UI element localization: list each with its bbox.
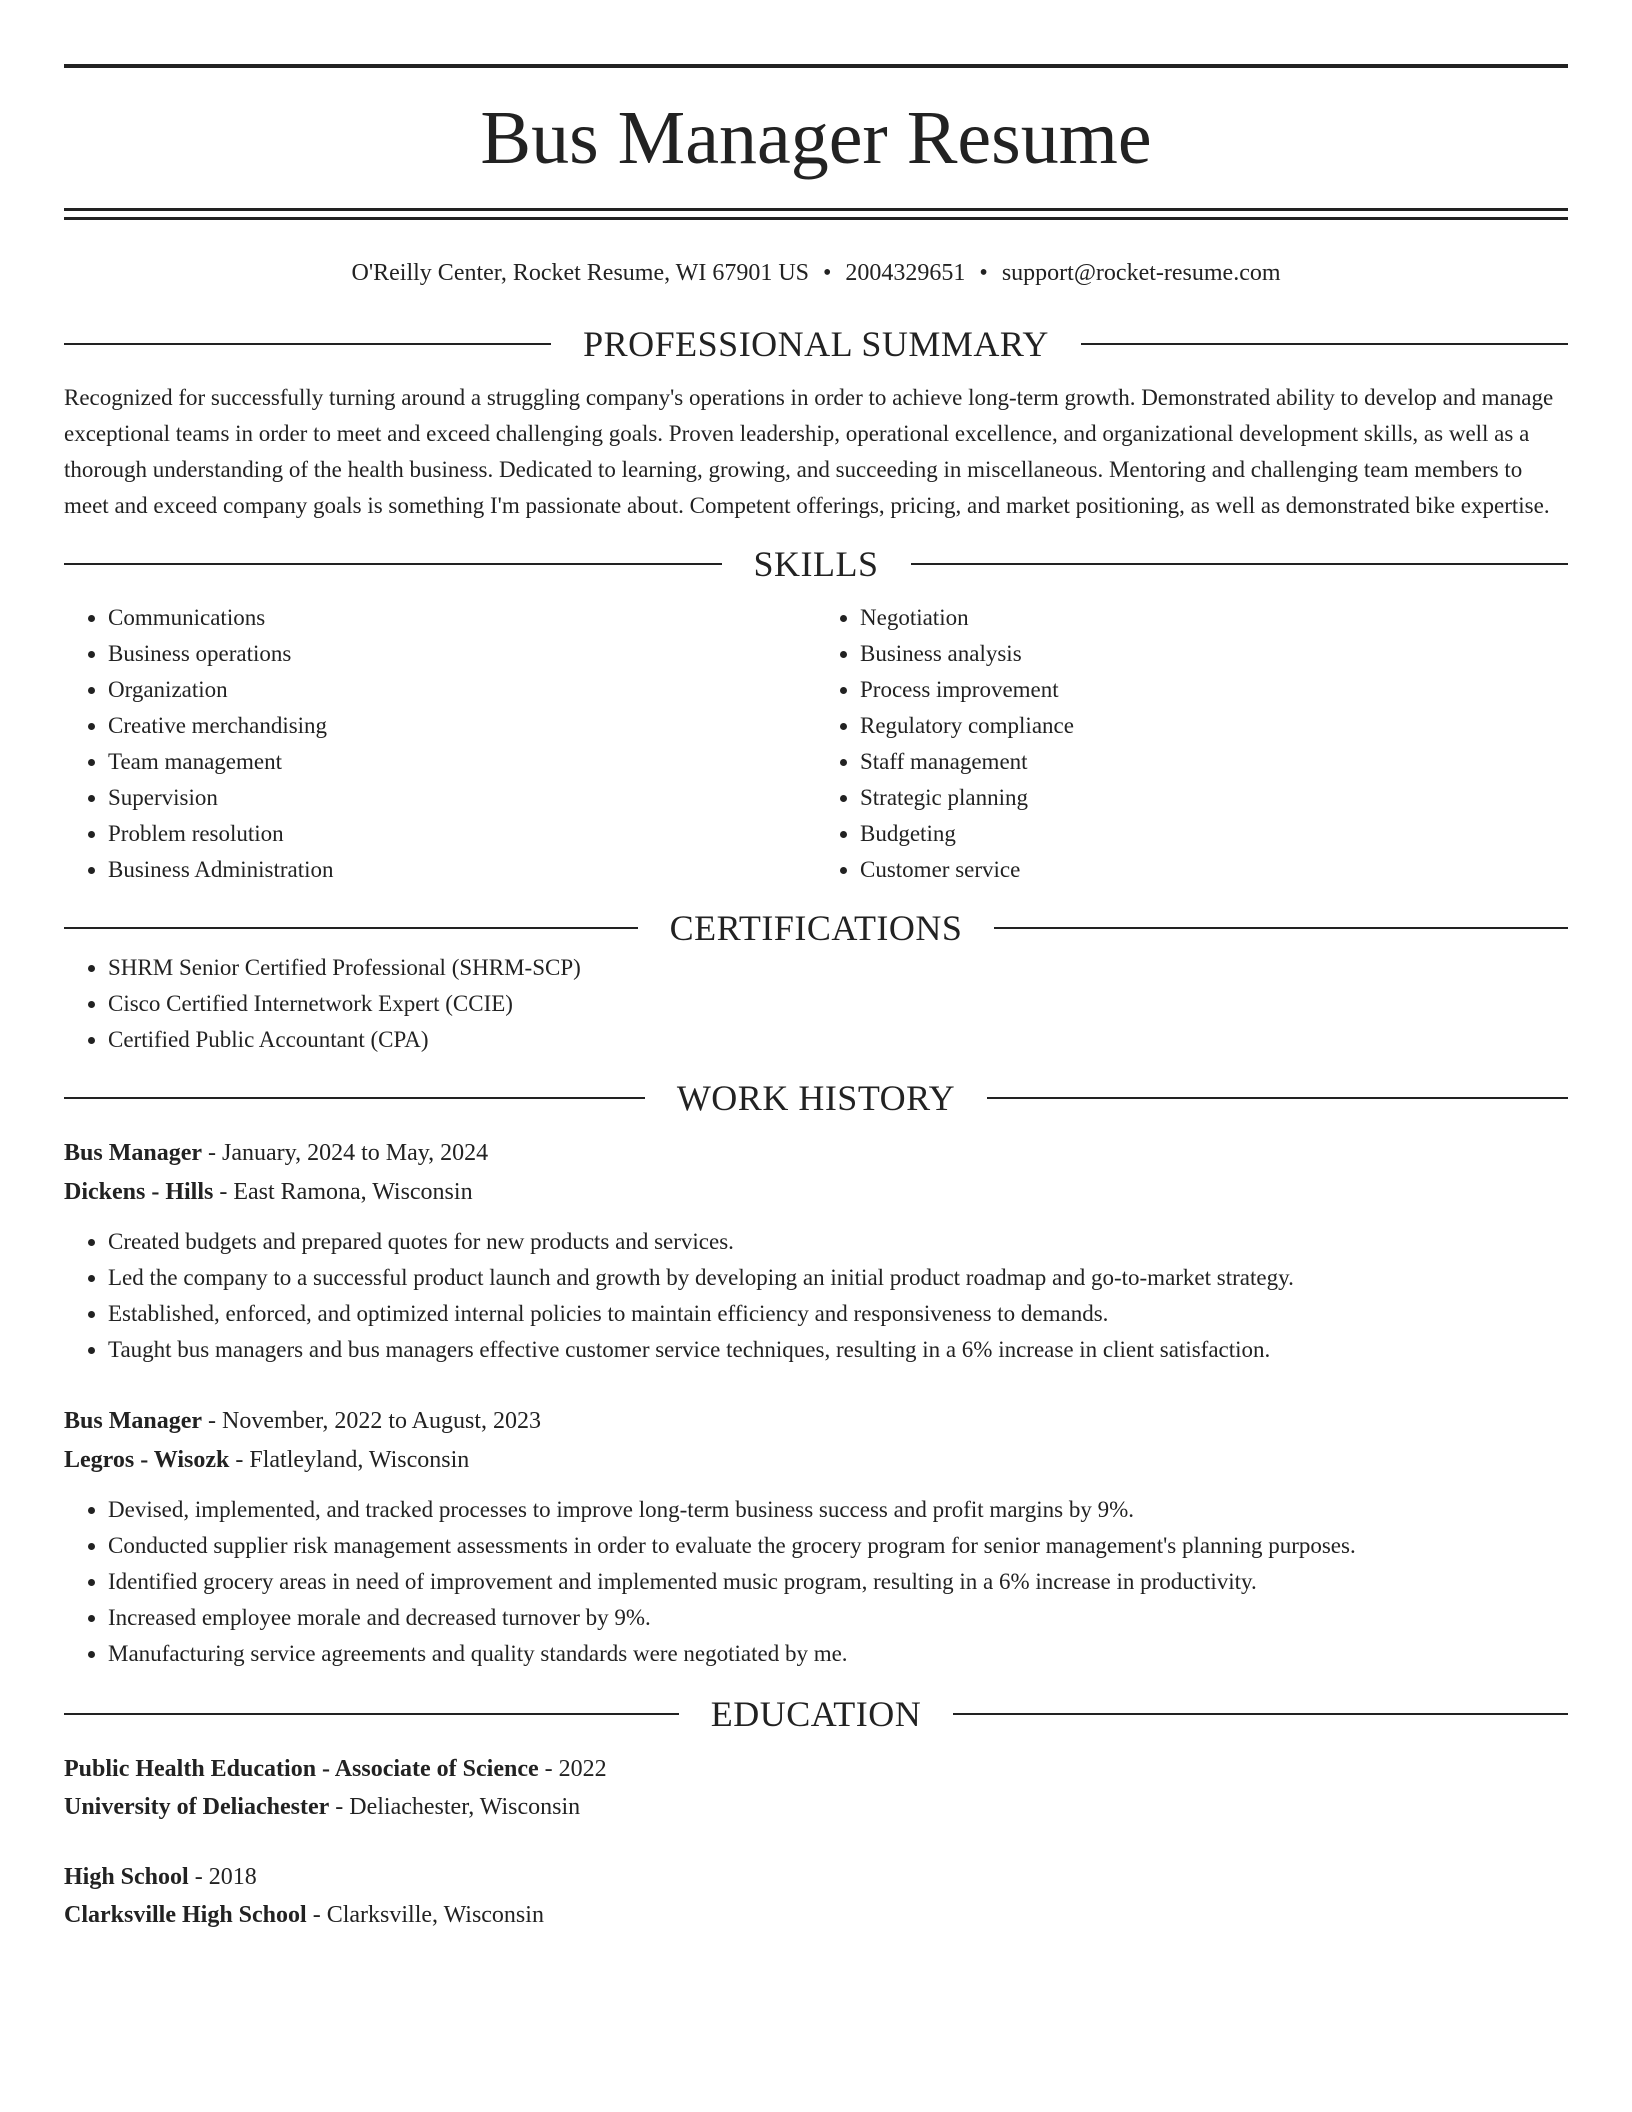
- certifications-list: [64, 950, 1568, 1058]
- job-dates: - January, 2024 to May, 2024: [202, 1140, 489, 1166]
- title-double-rule: [64, 208, 1568, 220]
- job-title: Bus Manager: [64, 1408, 202, 1434]
- resume-title: Bus Manager Resume: [480, 96, 1152, 180]
- job-duty: • Increased employee morale and decreased turnover by 9%.: [108, 1600, 1568, 1636]
- divider: [64, 563, 722, 565]
- divider: [64, 927, 638, 929]
- job-company-line: [64, 1172, 1568, 1212]
- job-duty: • Established, enforced, and optimized internal policies to maintain efficiency and responsiveness to demands.: [108, 1296, 1568, 1332]
- skill-item: • Business Administration: [108, 852, 816, 888]
- skill-item: • Team management: [108, 744, 816, 780]
- job-duty: • Taught bus managers and bus managers effective customer service techniques, resulting in a 6% increase in client satisfaction.: [108, 1332, 1568, 1368]
- education-school: University of Deliachester: [64, 1794, 330, 1820]
- skill-item: • Communications: [108, 600, 816, 636]
- certification-item: • SHRM Senior Certified Professional (SHRM-SCP): [108, 950, 1568, 986]
- skill-item: • Regulatory compliance: [860, 708, 1568, 744]
- divider: [911, 563, 1569, 565]
- job-duty: • Conducted supplier risk management assessments in order to evaluate the grocery program for senior management's planning purposes.: [108, 1528, 1568, 1564]
- skill-item: • Organization: [108, 672, 816, 708]
- education-degree-line: [64, 1858, 1568, 1896]
- divider: [994, 927, 1568, 929]
- contact-line: [64, 258, 1568, 288]
- contact-phone: 2004329651: [845, 260, 966, 286]
- skill-item: • Process improvement: [860, 672, 1568, 708]
- job-duties: [64, 1224, 1568, 1368]
- education-year: - 2022: [538, 1756, 607, 1782]
- section-heading-summary: [64, 322, 1568, 366]
- section-title: CERTIFICATIONS: [669, 908, 963, 948]
- section-heading-skills: [64, 542, 1568, 586]
- job-entry: [64, 1402, 1568, 1672]
- certification-item: • Certified Public Accountant (CPA): [108, 1022, 1568, 1058]
- divider: [64, 1713, 679, 1715]
- section-heading-certifications: [64, 906, 1568, 950]
- contact-separator: •: [979, 260, 988, 286]
- education-degree: Public Health Education - Associate of Science: [64, 1756, 539, 1782]
- job-title-line: [64, 1134, 1568, 1172]
- divider: [64, 1097, 645, 1099]
- resume-page: [64, 64, 1568, 1934]
- divider: [953, 1713, 1568, 1715]
- job-company: Legros - Wisozk: [64, 1447, 230, 1473]
- job-duties: [64, 1492, 1568, 1672]
- skill-item: • Supervision: [108, 780, 816, 816]
- divider: [987, 1097, 1568, 1099]
- skill-item: • Budgeting: [860, 816, 1568, 852]
- skill-item: • Creative merchandising: [108, 708, 816, 744]
- education-school: Clarksville High School: [64, 1902, 307, 1928]
- divider: [64, 343, 551, 345]
- skill-item: • Strategic planning: [860, 780, 1568, 816]
- certification-item: • Cisco Certified Internetwork Expert (CCIE): [108, 986, 1568, 1022]
- section-heading-work: [64, 1076, 1568, 1120]
- job-location: - East Ramona, Wisconsin: [213, 1179, 473, 1205]
- job-duty: • Created budgets and prepared quotes for new products and services.: [108, 1224, 1568, 1260]
- contact-separator: •: [823, 260, 832, 286]
- education-school-line: [64, 1788, 1568, 1826]
- skill-item: • Business operations: [108, 636, 816, 672]
- job-duty: • Devised, implemented, and tracked processes to improve long-term business success and profit margins by 9%.: [108, 1492, 1568, 1528]
- job-location: - Flatleyland, Wisconsin: [229, 1447, 470, 1473]
- skills-grid: [64, 600, 1568, 888]
- education-location: - Clarksville, Wisconsin: [306, 1902, 544, 1928]
- job-dates: - November, 2022 to August, 2023: [202, 1408, 542, 1434]
- education-year: - 2018: [188, 1864, 257, 1890]
- contact-email: support@rocket-resume.com: [1001, 260, 1281, 286]
- job-duty: • Led the company to a successful product launch and growth by developing an initial product roadmap and go-to-market strategy.: [108, 1260, 1568, 1296]
- section-title: WORK HISTORY: [676, 1078, 956, 1118]
- skill-item: • Customer service: [860, 852, 1568, 888]
- skill-item: • Problem resolution: [108, 816, 816, 852]
- contact-address: O'Reilly Center, Rocket Resume, WI 67901 US: [351, 260, 810, 286]
- divider: [1081, 343, 1568, 345]
- job-duty: • Manufacturing service agreements and quality standards were negotiated by me.: [108, 1636, 1568, 1672]
- skill-item: • Staff management: [860, 744, 1568, 780]
- education-degree-line: [64, 1750, 1568, 1788]
- skills-list-right: [816, 600, 1568, 888]
- skill-item: • Negotiation: [860, 600, 1568, 636]
- section-title: PROFESSIONAL SUMMARY: [583, 324, 1049, 364]
- job-company-line: [64, 1440, 1568, 1480]
- education-location: - Deliachester, Wisconsin: [329, 1794, 581, 1820]
- skill-item: • Business analysis: [860, 636, 1568, 672]
- education-school-line: [64, 1896, 1568, 1934]
- summary-text: Recognized for successfully turning around a struggling company's operations in order to achieve long-term growth. Demonstrated ability to develop and manage exceptional teams in order to meet and exceed challenging goals. Proven leadership, operational excellence, and organizational development skills, as well as a thorough understanding of the health business. Dedicated to learning, growing, and succeeding in miscellaneous. Mentoring and challenging team members to meet and exceed company goals is something I'm passionate about. Competent offerings, pricing, and market positioning, as well as demonstrated bike expertise.: [64, 385, 1554, 518]
- job-company: Dickens - Hills: [64, 1179, 214, 1205]
- education-degree: High School: [64, 1864, 189, 1890]
- job-entry: [64, 1134, 1568, 1368]
- education-entry: [64, 1858, 1568, 1934]
- job-duty: • Identified grocery areas in need of improvement and implemented music program, resulting in a 6% increase in productivity.: [108, 1564, 1568, 1600]
- section-title: SKILLS: [753, 544, 879, 584]
- job-title-line: [64, 1402, 1568, 1440]
- skills-list-left: [64, 600, 816, 888]
- section-title: EDUCATION: [710, 1694, 922, 1734]
- education-entry: [64, 1750, 1568, 1826]
- section-heading-education: [64, 1692, 1568, 1736]
- job-title: Bus Manager: [64, 1140, 202, 1166]
